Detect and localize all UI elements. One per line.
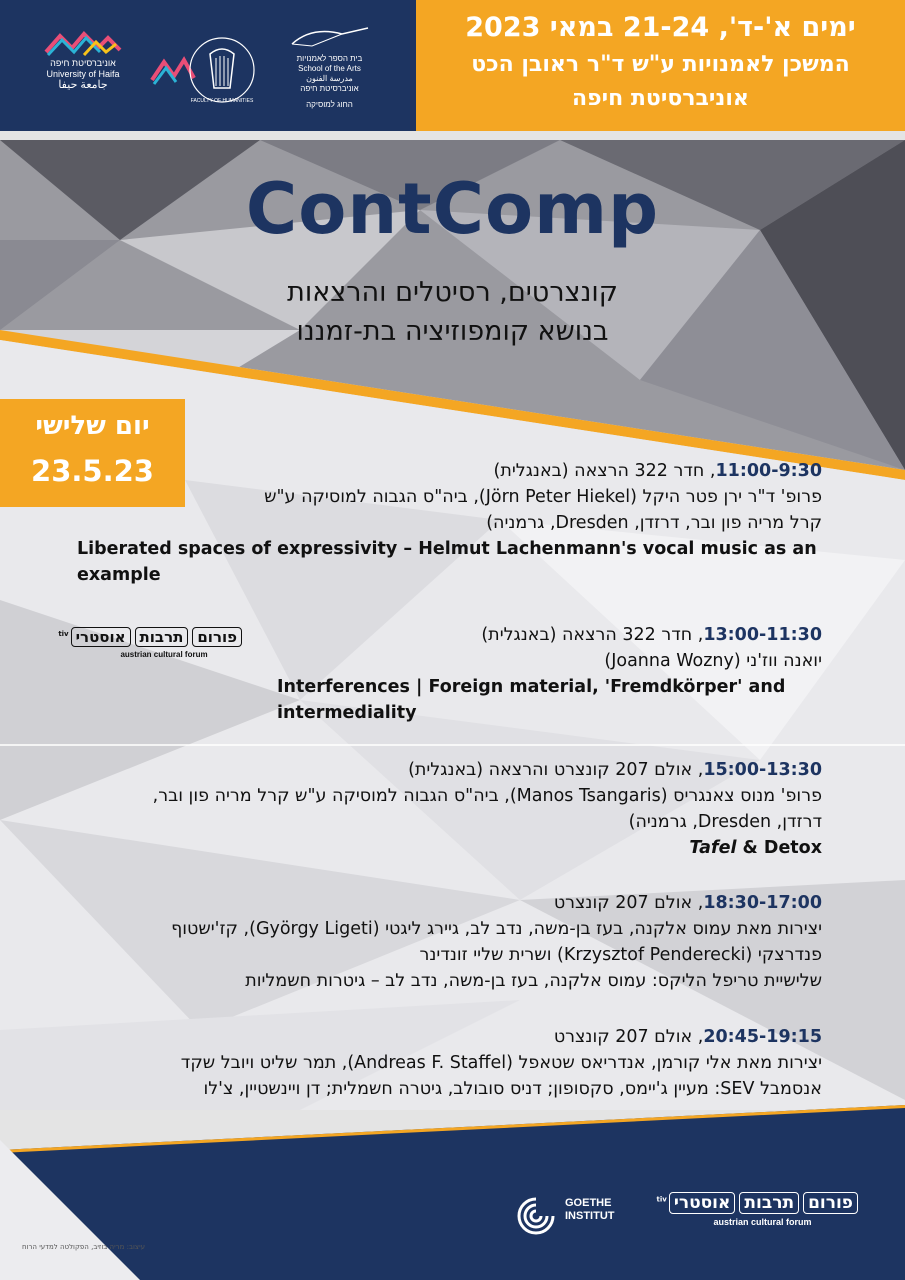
acf-word-3: אוסטרי xyxy=(669,1192,736,1214)
subtitle-line-2: בנושא קומפוזיציה בת-זמננו xyxy=(296,316,609,347)
event-meta: , אולם 207 קונצרט xyxy=(553,1027,704,1047)
event-item xyxy=(77,1024,822,1102)
arts-university-name: אוניברסיטת חיפה xyxy=(300,84,359,93)
event-program-line: פנדרצקי (Krzysztof Penderecki) ושרית שליי זונדינר xyxy=(419,945,822,965)
goethe-arcs-icon xyxy=(513,1193,559,1239)
event-header xyxy=(77,1024,822,1050)
arts-swoosh-icon xyxy=(282,22,377,52)
humanities-caption: FACULTY OF HUMANITIES xyxy=(190,98,254,104)
work-title-rest: & Detox xyxy=(736,838,822,858)
event-header xyxy=(77,458,822,484)
acf-caption: austrian cultural forum xyxy=(120,650,208,659)
lyre-icon xyxy=(150,32,260,107)
haifa-english-name: University of Haifa xyxy=(46,69,120,79)
event-meta: , אולם 207 קונצרט והרצאה (באנגלית) xyxy=(408,760,704,780)
event-program-line: יצירות מאת עמוס אלקנה, בעז בן-משה, נדב לב, גיירג ליגטי (György Ligeti), קז'ישטוף xyxy=(171,919,822,939)
event-title: Interferences | Foreign material, 'Fremdkörper' and intermediality xyxy=(277,677,786,723)
school-of-the-arts-logo xyxy=(282,22,377,117)
event-time: 13:00-11:30 xyxy=(703,625,822,645)
event-meta: , חדר 322 הרצאה (באנגלית) xyxy=(481,625,704,645)
event-affiliation: דרזדן, Dresden, גרמניה) xyxy=(628,812,822,832)
festival-university: אוניברסיטת חיפה xyxy=(572,86,749,111)
music-department-name: החוג למוסיקה xyxy=(306,100,353,109)
design-credit: עיצוב: מריה בוזיב, הפקולטה למדעי הרוח xyxy=(22,1243,146,1251)
event-meta: , חדר 322 הרצאה (באנגלית) xyxy=(493,461,716,481)
acf-wordmark xyxy=(58,628,244,646)
event-item xyxy=(77,757,822,861)
festival-venue: המשכן לאמנויות ע"ש ד"ר ראובן הכט xyxy=(471,52,850,77)
event-header xyxy=(277,622,822,648)
haifa-hebrew-name: אוניברסיטת חיפה xyxy=(50,58,116,68)
acf-caption: austrian cultural forum xyxy=(713,1217,812,1227)
event-time: 15:00-13:30 xyxy=(703,760,822,780)
acf-word-3: אוסטרי xyxy=(71,627,131,647)
event-performers: שלישיית טריפל הליקס: עמוס אלקנה, בעז בן-משה, נדב לב – גיטרות חשמליות xyxy=(245,971,822,991)
event-item xyxy=(277,622,822,726)
event-affiliation: קרל מריה פון ובר, דרזדן, Dresden, גרמניה) xyxy=(486,513,822,533)
goethe-word-2: INSTITUT xyxy=(565,1210,615,1222)
faculty-of-humanities-logo xyxy=(150,32,260,107)
day-date: 23.5.23 xyxy=(31,454,154,488)
event-performers: אנסמבל SEV: מעיין ג'יימס, סקסופון; דניס סובולב, גיטרה חשמלית; דן ויינשטיין, צ'לו xyxy=(203,1079,822,1099)
event-time: 18:30-17:00 xyxy=(703,893,822,913)
event-time: 20:45-19:15 xyxy=(703,1027,822,1047)
acf-word-2: תרבות xyxy=(739,1192,799,1214)
event-meta: , אולם 207 קונצרט xyxy=(553,893,704,913)
event-works xyxy=(77,835,822,861)
event-header xyxy=(77,890,822,916)
event-item xyxy=(77,458,822,588)
austrian-cultural-forum-logo xyxy=(58,628,244,659)
subtitle-line-1: קונצרטים, רסיטלים והרצאות xyxy=(287,277,618,308)
event-speaker: פרופ' מנוס צאנגריס (Manos Tsangaris), ביה"ס הגבוה למוסיקה ע"ש קרל מריה פון ובר, xyxy=(152,786,822,806)
event-time: 11:00-9:30 xyxy=(715,461,822,481)
goethe-institut-logo xyxy=(513,1193,633,1243)
acf-wordmark xyxy=(656,1193,860,1213)
acf-word-1: פורום xyxy=(192,627,242,647)
header-info-panel xyxy=(416,0,905,131)
event-speaker: פרופ' ד"ר ירן פטר היקל (Jörn Peter Hiekel), ביה"ס הגבוה למוסיקה ע"ש xyxy=(264,487,822,507)
event-header xyxy=(77,757,822,783)
goethe-wordmark xyxy=(565,1197,615,1223)
work-title-tafel: Tafel xyxy=(689,838,737,858)
event-item xyxy=(77,890,822,994)
day-name: יום שלישי xyxy=(35,411,150,441)
acf-word-2: תרבות xyxy=(135,627,189,647)
header-logo-panel xyxy=(0,0,416,131)
arts-hebrew-name: בית הספר לאמנויות xyxy=(296,54,363,63)
event-program-line: יצירות מאת אלי קורמן, אנדריאס שטאפל (Andreas F. Staffel), תמר שליט ויובל שקד xyxy=(180,1053,822,1073)
austrian-cultural-forum-footer-logo xyxy=(656,1193,860,1227)
acf-tiv: tiv xyxy=(58,630,69,638)
event-speaker: יואנה ווז'ני (Joanna Wozny) xyxy=(604,651,822,671)
goethe-word-1: GOETHE xyxy=(565,1197,612,1209)
haifa-arabic-name: جامعة حيفا xyxy=(58,79,108,91)
acf-tiv: tiv xyxy=(656,1195,667,1204)
page-title: ContComp xyxy=(245,168,660,250)
arts-english-name: School of the Arts xyxy=(298,64,361,73)
acf-word-1: פורום xyxy=(803,1192,858,1214)
festival-dates: ימים א'-ד', 21-24 במאי 2023 xyxy=(465,12,856,43)
event-title: Liberated spaces of expressivity – Helmut Lachenmann's vocal music as an example xyxy=(77,539,817,585)
haifa-mountains-icon xyxy=(44,30,122,56)
arts-arabic-name: مدرسة الفنون xyxy=(306,74,353,83)
university-of-haifa-logo xyxy=(38,30,128,100)
